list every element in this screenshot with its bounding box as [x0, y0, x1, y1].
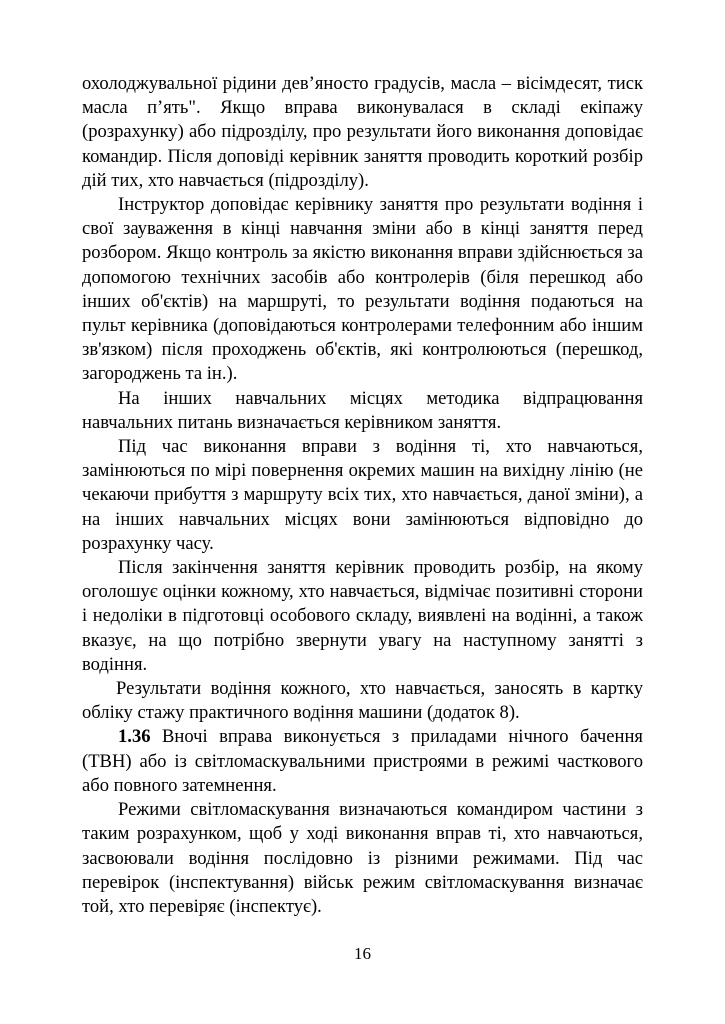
- paragraph-blackout-modes: Режими світломаскування визначаються командиром частини з таким розрахунком, щоб у ході виконання вправ ті, хто навчаються, засвоювали водіння послідовно із різними режимами. Під час перевірок (інспектування) військ режим світломаскування визначає той, хто перевіряє (інспектує).: [82, 799, 643, 917]
- paragraph-results-record: Результати водіння кожного, хто навчається, заносять в картку обліку стажу практичного водіння машини (додаток 8).: [82, 678, 643, 724]
- paragraph-replacement: Під час виконання вправи з водіння ті, хто навчаються, замінюються по мірі повернення окремих машин на вихідну лінію (не чекаючи прибуття з маршруту всіх тих, хто навчається, даної зміни), а на інших навчальних місцях вони замінюються відповідно до розрахунку часу.: [82, 436, 643, 554]
- section-number: 1.36: [118, 726, 151, 748]
- paragraph-section-1-36: [82, 725, 643, 798]
- paragraph-continuation: охолоджувальної рідини дев’яносто градусів, масла – вісімдесят, тиск масла п’ять". Якщо вправа виконувалася в складі екіпажу (розрахунку) або підрозділу, про результати його виконання доповідає командир. Після доповіді керівник заняття проводить короткий розбір дій тих, хто навчається (підрозділу).: [82, 73, 643, 191]
- document-body: [82, 72, 643, 919]
- page-number: 16: [354, 944, 371, 963]
- section-text: Вночі вправа виконується з приладами нічного бачення (ТВН) або із світломаскувальними пристроями в режимі часткового або повного затемнення.: [82, 726, 643, 796]
- paragraph-debrief: Після закінчення заняття керівник проводить розбір, на якому оголошує оцінки кожному, хто навчається, відмічає позитивні сторони і недоліки в підготовці особового складу, виявлені на водінні, а також вказує, на що потрібно звернути увагу на наступному занятті з водіння.: [82, 557, 643, 675]
- paragraph-other-places: На інших навчальних місцях методика відпрацювання навчальних питань визначається керівником заняття.: [82, 387, 643, 433]
- paragraph-instructor-report: Інструктор доповідає керівнику заняття про результати водіння і свої зауваження в кінці навчання зміни або в кінці заняття перед розбором. Якщо контроль за якістю виконання вправи здійснюється за допомогою технічних засобів або контролерів (біля перешкод або інших об'єктів) на маршруті, то результати водіння подаються на пульт керівника (доповідаються контролерами телефонним або іншим зв'язком) після проходжень об'єктів, які контролюються (перешкод, загороджень та ін.).: [82, 194, 643, 385]
